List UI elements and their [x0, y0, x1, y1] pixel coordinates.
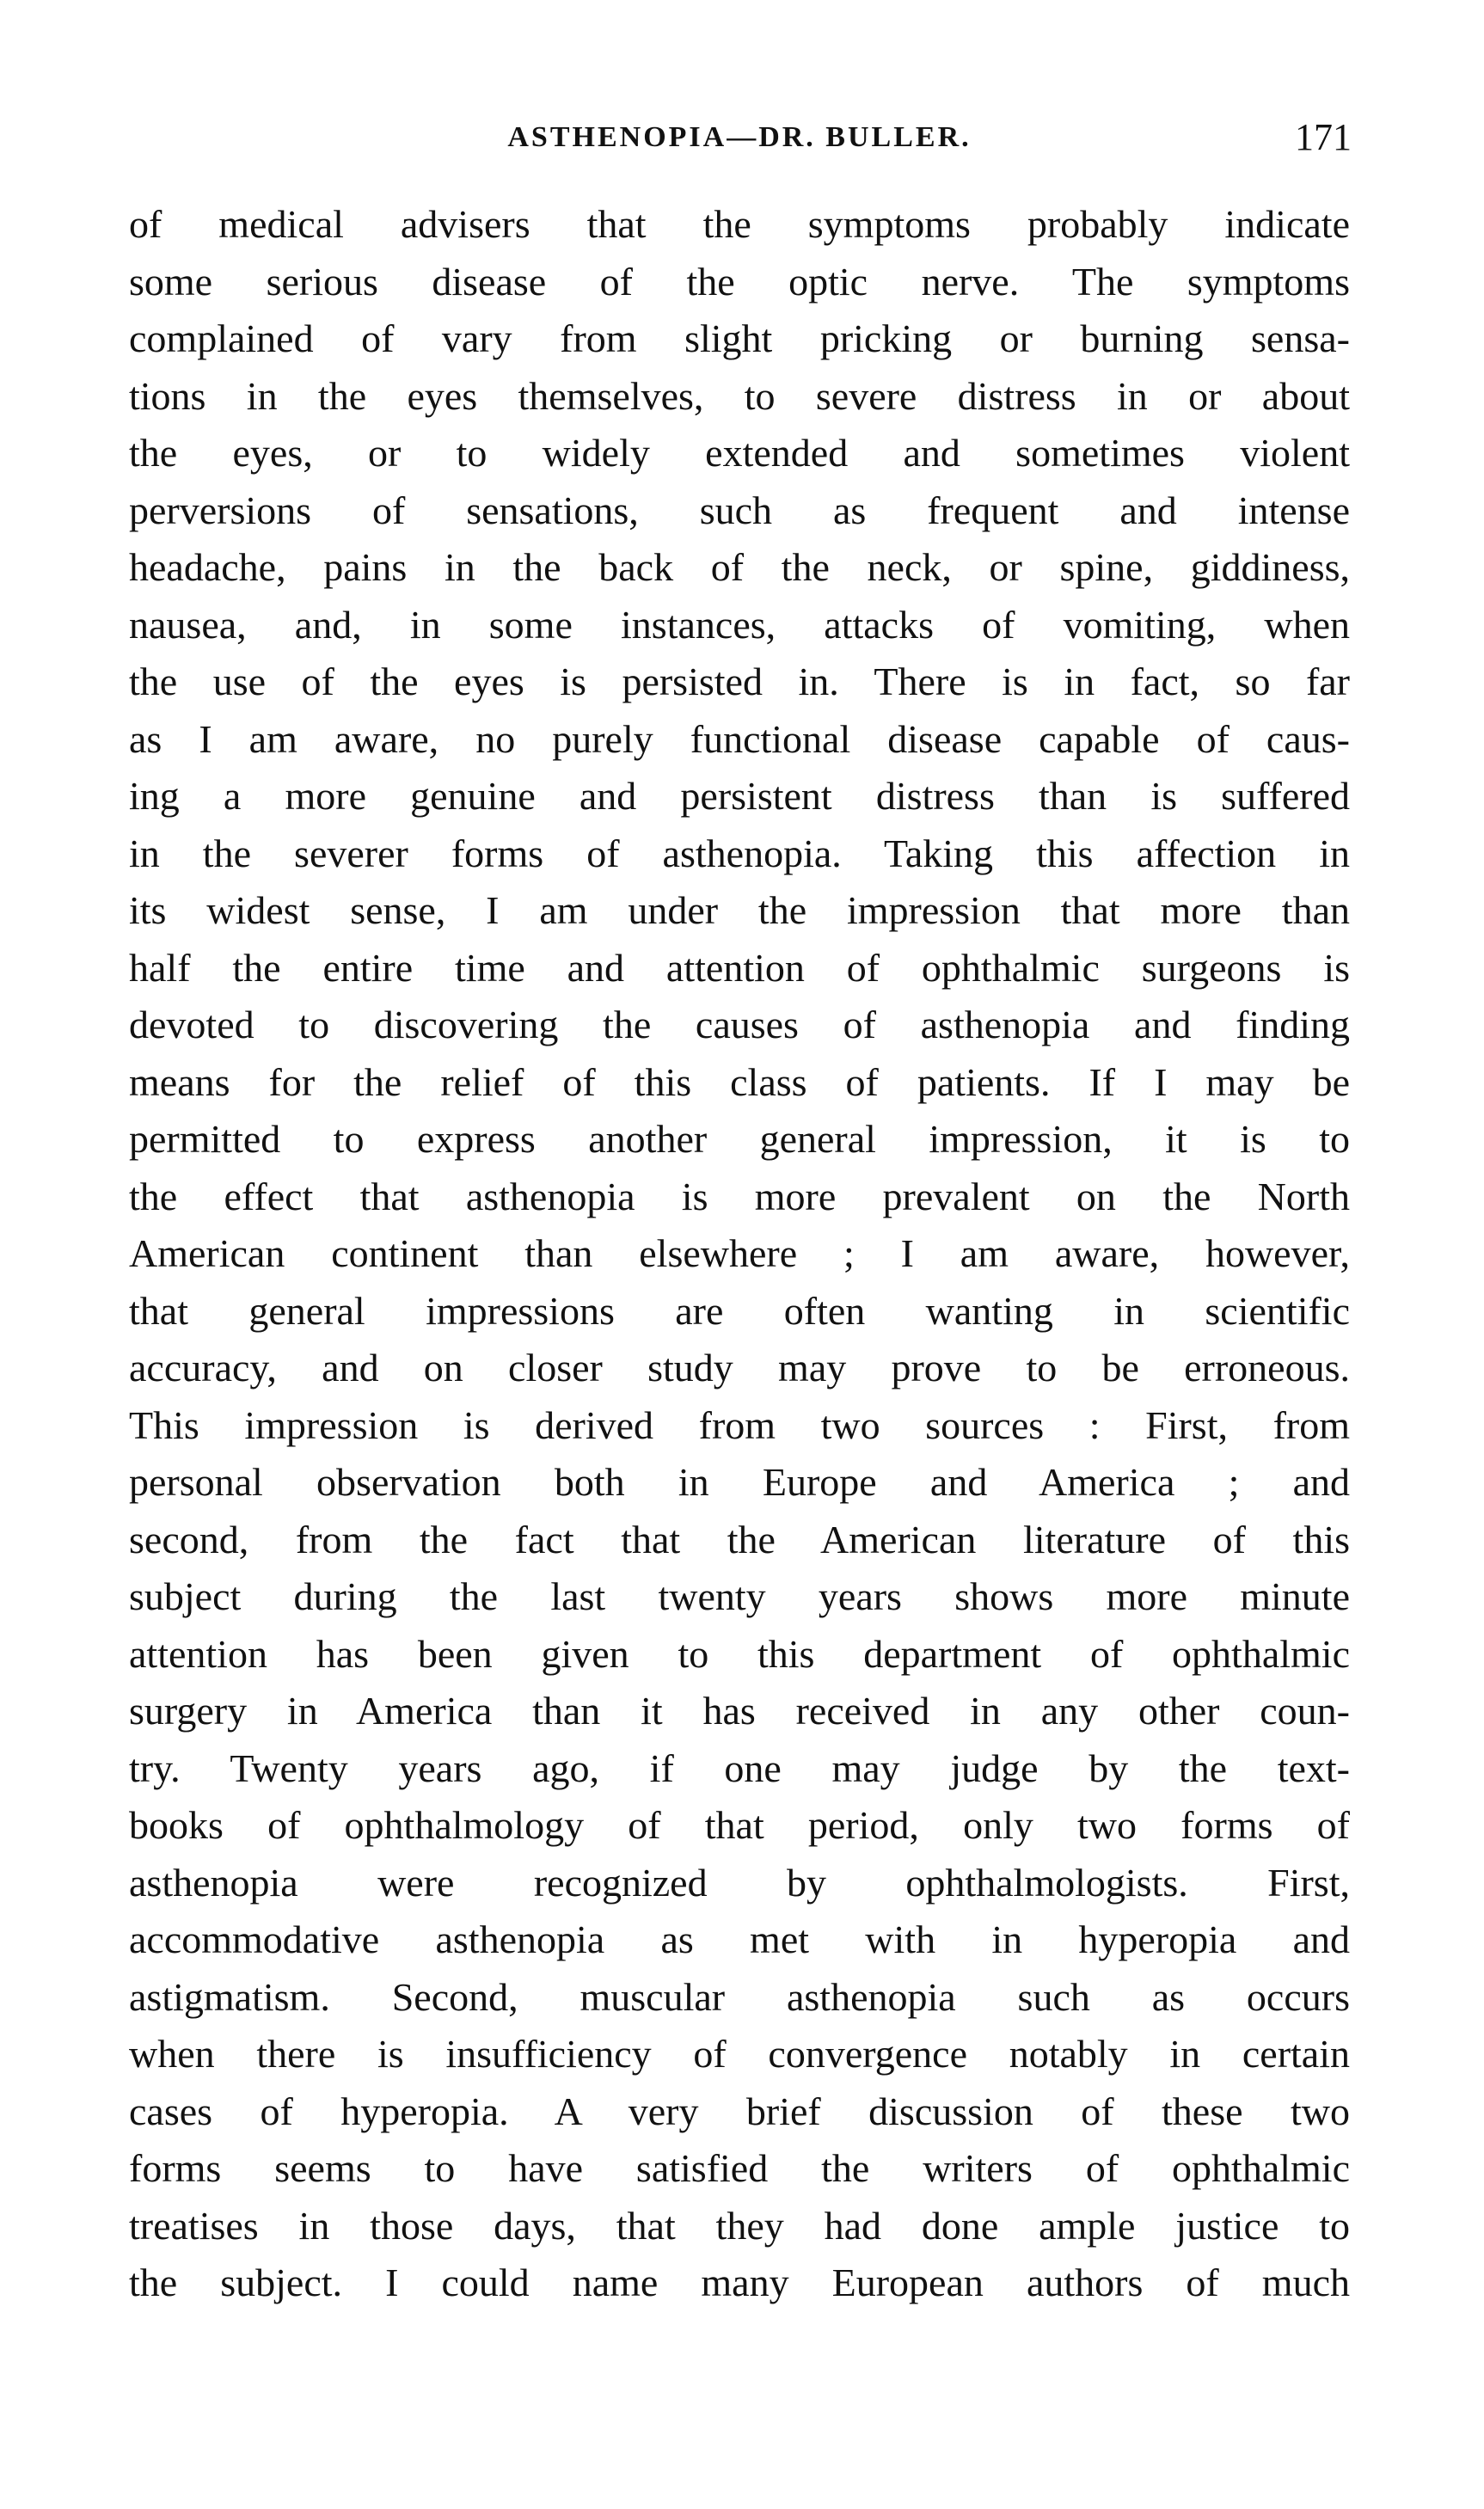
text-line: accommodative asthenopia as met with in hyperopia and: [129, 1917, 1350, 1961]
running-head: [129, 112, 1350, 163]
text-line: personal observation both in Europe and America ; and: [129, 1460, 1350, 1504]
text-line: that general impressions are often wanting in scientific: [129, 1288, 1350, 1333]
text-line: permitted to express another general impression, it is to: [129, 1117, 1350, 1161]
text-line: accuracy, and on closer study may prove to be erroneous.: [129, 1346, 1350, 1389]
text-line: of medical advisers that the symptoms probably indicate: [129, 202, 1350, 246]
text-line: forms seems to have satisfied the writers of ophthalmic: [129, 2146, 1350, 2190]
text-line: second, from the fact that the American literature of this: [129, 1517, 1350, 1561]
body-text: [129, 196, 1350, 2312]
text-line: American continent than elsewhere ; I am aware, however,: [129, 1231, 1350, 1275]
text-line: astigmatism. Second, muscular asthenopia such as occurs: [129, 1974, 1350, 2019]
text-line: headache, pains in the back of the neck, or spine, giddiness,: [129, 545, 1350, 589]
text-line: surgery in America than it has received in any other coun-: [129, 1689, 1350, 1733]
text-line: perversions of sensations, such as frequent and intense: [129, 488, 1350, 532]
text-line: asthenopia were recognized by ophthalmologists. First,: [129, 1860, 1350, 1905]
text-line: treatises in those days, that they had done ample justice to: [129, 2203, 1350, 2248]
text-line: cases of hyperopia. A very brief discussion of these two: [129, 2089, 1350, 2133]
text-line: means for the relief of this class of patients. If I may be: [129, 1059, 1350, 1104]
page-number: 171: [1295, 116, 1352, 158]
text-line: This impression is derived from two sources : First, from: [129, 1402, 1350, 1447]
text-line: as I am aware, no purely functional disease capable of caus-: [129, 716, 1350, 761]
text-line: when there is insufficiency of convergence notably in certain: [129, 2032, 1350, 2076]
text-line: subject during the last twenty years shows more minute: [129, 1574, 1350, 1618]
text-line: some serious disease of the optic nerve. The symptoms: [129, 259, 1350, 304]
text-line: half the entire time and attention of ophthalmic surgeons is: [129, 945, 1350, 990]
text-line: the effect that asthenopia is more prevalent on the North: [129, 1174, 1350, 1218]
text-line: the eyes, or to widely extended and sometimes violent: [129, 431, 1350, 475]
text-line: devoted to discovering the causes of asthenopia and finding: [129, 1003, 1350, 1046]
text-line: complained of vary from slight pricking or burning sensa-: [129, 316, 1350, 360]
text-line: the use of the eyes is persisted in. There is in fact, so far: [129, 659, 1350, 703]
text-line: attention has been given to this department of ophthalmic: [129, 1631, 1350, 1676]
running-title: ASTHENOPIA—DR. BULLER.: [507, 121, 972, 153]
text-line: try. Twenty years ago, if one may judge by the text-: [129, 1745, 1350, 1790]
text-line: in the severer forms of asthenopia. Taking this affection in: [129, 831, 1350, 875]
text-line: the subject. I could name many European authors of much: [129, 2261, 1350, 2304]
text-line: nausea, and, in some instances, attacks of vomiting, when: [129, 602, 1350, 647]
text-line: its widest sense, I am under the impression that more than: [129, 888, 1350, 932]
text-line: books of ophthalmology of that period, only two forms of: [129, 1803, 1350, 1847]
text-line: ing a more genuine and persistent distress than is suffered: [129, 774, 1350, 818]
text-line: tions in the eyes themselves, to severe distress in or about: [129, 373, 1350, 418]
